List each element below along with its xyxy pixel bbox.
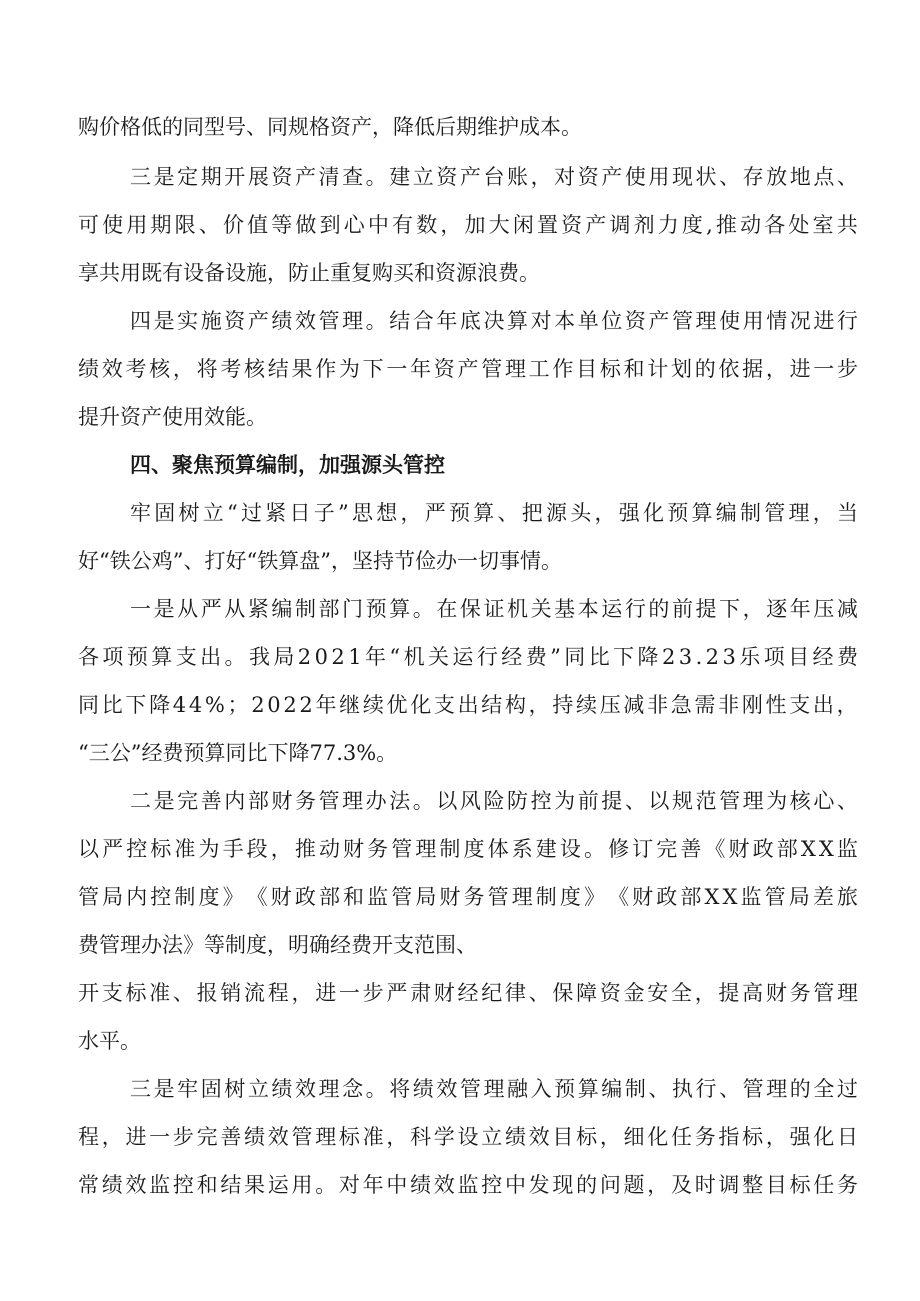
section-heading: 四、聚焦预算编制，加强源头管控 xyxy=(130,453,445,477)
paragraph-line: 同 比 下 降 4 4 % ； 2 0 2 2 年 继 续 优 化 支 出 结 构 ， 持 续 压 减 非 急 需 非 刚 性 支 出 ， xyxy=(78,693,858,717)
paragraph-line: 一 是 从 严 从 紧 编 制 部 门 预 算 。 在 保 证 机 关 基 本 运 行 的 前 提 下 ， 逐 年 压 减 xyxy=(130,597,858,621)
paragraph-line: 好“铁公鸡”、打好“铁算盘”，坚持节俭办一切事情。 xyxy=(78,549,562,573)
paragraph-line: 开 支 标 准 、 报 销 流 程 ， 进 一 步 严 肃 财 经 纪 律 、 保 障 资 金 安 全 ， 提 高 财 务 管 理 xyxy=(78,981,858,1005)
paragraph-line: 程 ， 进 一 步 完 善 绩 效 管 理 标 准 ， 科 学 设 立 绩 效 目 标 ， 细 化 任 务 指 标 ， 强 化 日 xyxy=(78,1125,858,1149)
paragraph-line: 费管理办法》等制度，明确经费开支范围、 xyxy=(78,933,477,957)
paragraph-line: 牢 固 树 立 “ 过 紧 日 子 ” 思 想 ， 严 预 算 、 把 源 头 ， 强 化 预 算 编 制 管 理 ， 当 xyxy=(130,501,858,525)
paragraph-line: 绩 效 考 核 ， 将 考 核 结 果 作 为 下 一 年 资 产 管 理 工 作 目 标 和 计 划 的 依 据 ， 进 一 步 xyxy=(78,357,858,381)
paragraph-line: 四 是 实 施 资 产 绩 效 管 理 。 结 合 年 底 决 算 对 本 单 位 资 产 管 理 使 用 情 况 进 行 xyxy=(130,309,858,333)
paragraph-line: 各 项 预 算 支 出 。 我 局 2 0 2 1 年 “ 机 关 运 行 经 费 ” 同 比 下 降 2 3 . 2 3 乐 项 目 经 费 xyxy=(78,645,858,669)
paragraph-line: 二 是 完 善 内 部 财 务 管 理 办 法 。 以 风 险 防 控 为 前 提 、 以 规 范 管 理 为 核 心 、 xyxy=(130,789,858,813)
paragraph-line: 提升资产使用效能。 xyxy=(78,405,267,429)
paragraph-line: “三公”经费预算同比下降77.3%。 xyxy=(78,741,398,765)
paragraph-line: 管 局 内 控 制 度 》 《 财 政 部 和 监 管 局 财 务 管 理 制 度 》 《 财 政 部 X X 监 管 局 差 旅 xyxy=(78,885,858,909)
paragraph-line: 常 绩 效 监 控 和 结 果 运 用 。 对 年 中 绩 效 监 控 中 发 现 的 问 题 ， 及 时 调 整 目 标 任 务 xyxy=(78,1173,858,1197)
paragraph-line: 三 是 定 期 开 展 资 产 清 查 。 建 立 资 产 台 账 ， 对 资 产 使 用 现 状 、 存 放 地 点 、 xyxy=(130,165,858,189)
paragraph-line: 可 使 用 期 限 、 价 值 等 做 到 心 中 有 数 ， 加 大 闲 置 资 产 调 剂 力 度 , 推 动 各 处 室 共 xyxy=(78,213,858,237)
paragraph-line: 以 严 控 标 准 为 手 段 ， 推 动 财 务 管 理 制 度 体 系 建 设 。 修 订 完 善 《 财 政 部 X X 监 xyxy=(78,837,858,861)
paragraph-line: 购价格低的同型号、同规格资产，降低后期维护成本。 xyxy=(78,115,582,139)
paragraph-line: 享共用既有设备设施，防止重复购买和资源浪费。 xyxy=(78,261,540,285)
paragraph-line: 水平。 xyxy=(78,1029,141,1053)
paragraph-line: 三 是 牢 固 树 立 绩 效 理 念 。 将 绩 效 管 理 融 入 预 算 编 制 、 执 行 、 管 理 的 全 过 xyxy=(130,1077,858,1101)
